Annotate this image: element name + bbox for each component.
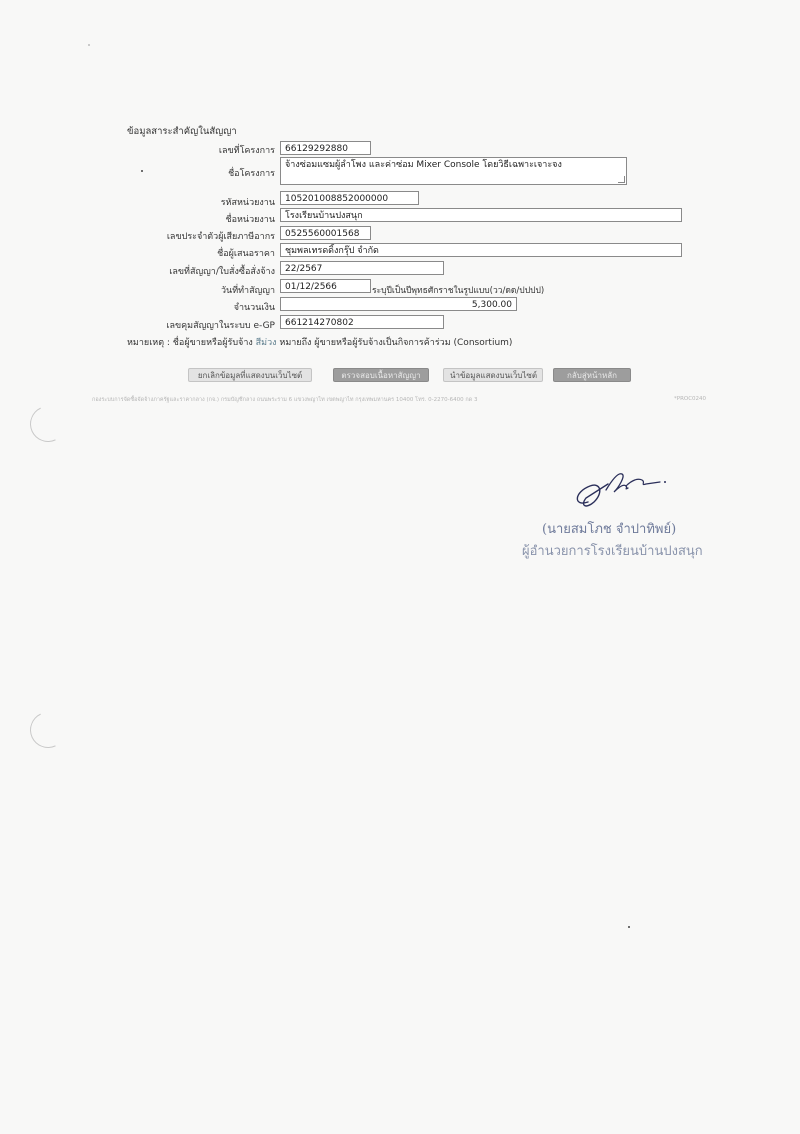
signatory-name: (นายสมโภช จำปาทิพย์) [542, 522, 677, 537]
remark-suffix: หมายถึง ผู้ขายหรือผู้รับจ้างเป็นกิจการค้าร่วม (Consortium) [276, 338, 513, 348]
footer-address: กองระบบการจัดซื้อจัดจ้างภาครัฐและราคากลาง (กจ.) กรมบัญชีกลาง ถนนพระราม 6 แขวงพญาไท เขตพญาไท กรุงเทพมหานคร 10400 โทร. 0-2270-6400 กด 3 [92, 397, 478, 403]
egp-number-field[interactable]: 661214270802 [280, 315, 444, 329]
contract-date-field[interactable]: 01/12/2566 [280, 279, 371, 293]
remark-prefix: หมายเหตุ : ชื่อผู้ขายหรือผู้รับจ้าง [127, 338, 256, 348]
project-name-text: จ้างซ่อมแซมผู้ลำโพง และค่าซ่อม Mixer Console โดยวิธีเฉพาะเจาะจง [285, 160, 562, 170]
publish-web-button[interactable]: นำข้อมูลแสดงบนเว็บไซต์ [443, 368, 543, 382]
handwritten-signature [568, 462, 678, 522]
date-format-hint: ระบุปีเป็นปีพุทธศักราชในรูปแบบ(วว/ดด/ปปปป) [372, 286, 545, 296]
department-code-field[interactable]: 105201008852000000 [280, 191, 419, 205]
label-project-name: ชื่อโครงการ [228, 169, 275, 179]
scan-speck [141, 170, 143, 172]
department-name-field[interactable]: โรงเรียนบ้านปงสนุก [280, 208, 682, 222]
project-number-field[interactable]: 66129292880 [280, 141, 371, 155]
label-department-name: ชื่อหน่วยงาน [225, 215, 275, 225]
resize-grip-icon[interactable] [618, 176, 625, 183]
project-name-textarea[interactable] [280, 157, 627, 185]
bidder-name-field[interactable]: ชุมพลเทรดดิ้งกรุ๊ป จำกัด [280, 243, 682, 257]
contract-number-field[interactable]: 22/2567 [280, 261, 444, 275]
scan-speck [88, 44, 90, 46]
label-project-number: เลขที่โครงการ [218, 146, 275, 156]
contract-details-button[interactable]: ตรวจสอบเนื้อหาสัญญา [333, 368, 429, 382]
label-amount: จำนวนเงิน [233, 303, 275, 313]
amount-field[interactable]: 5,300.00 [280, 297, 517, 311]
remark-accent-word: สีม่วง [255, 338, 277, 348]
cancel-display-button[interactable]: ยกเลิกข้อมูลที่แสดงบนเว็บไซต์ [188, 368, 312, 382]
remark-note [127, 335, 512, 349]
label-tax-id: เลขประจำตัวผู้เสียภาษีอากร [166, 232, 275, 242]
label-contract-number: เลขที่สัญญา/ใบสั่งซื้อสั่งจ้าง [169, 267, 275, 277]
signatory-position: ผู้อำนวยการโรงเรียนบ้านปงสนุก [522, 544, 703, 559]
section-title: ข้อมูลสาระสำคัญในสัญญา [127, 126, 237, 137]
punch-hole-top [25, 401, 71, 447]
label-contract-date: วันที่ทำสัญญา [220, 286, 275, 296]
tax-id-field[interactable]: 0525560001568 [280, 226, 371, 240]
back-home-button[interactable]: กลับสู่หน้าหลัก [553, 368, 631, 382]
punch-hole-bottom [25, 707, 71, 753]
label-bidder-name: ชื่อผู้เสนอราคา [217, 249, 275, 259]
label-egp-number: เลขคุมสัญญาในระบบ e-GP [166, 321, 275, 331]
footer-page-code: *PROC0240 [674, 396, 707, 402]
scan-speck [628, 926, 630, 928]
label-department-code: รหัสหน่วยงาน [220, 198, 275, 208]
